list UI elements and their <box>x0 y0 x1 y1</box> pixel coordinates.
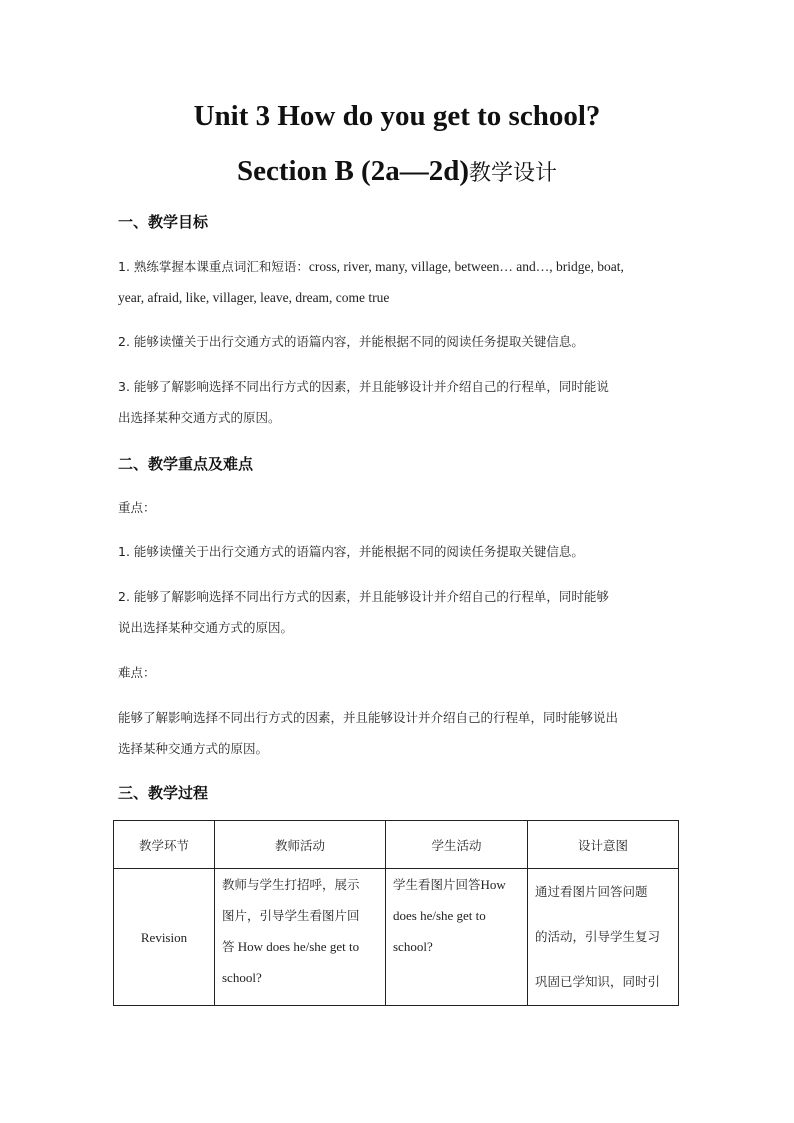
teacher-line-3-en: How does he/she get to <box>234 939 360 954</box>
header-student-activity: 学生活动 <box>386 821 528 869</box>
doc-title-line2-cn: 教学设计 <box>468 161 557 186</box>
objective-1-en-a: cross, river, many, village, between… and…, bridge, boat, <box>308 259 624 274</box>
section2-heading: 二、教学重点及难点 <box>118 455 254 473</box>
difficult-point-line-b: 选择某种交通方式的原因。 <box>118 741 269 756</box>
key-point-2-line-a: 2. 能够了解影响选择不同出行方式的因素，并且能够设计并介绍自己的行程单，同时能够 <box>118 589 609 604</box>
teacher-line-3-cn: 答 <box>222 939 235 954</box>
header-teacher-activity: 教师活动 <box>215 821 386 869</box>
doc-title-line2 <box>0 155 794 188</box>
objective-1-cn: 1. 熟练掌握本课重点词汇和短语： <box>118 259 309 274</box>
cell-design-intent <box>528 869 679 1006</box>
cell-teacher-activity <box>215 869 386 1006</box>
doc-title-line2-en: Section B (2a—2d) <box>236 155 469 187</box>
student-line-1-en: How <box>480 877 506 892</box>
doc-title-line1: Unit 3 How do you get to school? <box>193 100 601 132</box>
intent-line-1: 通过看图片回答问题 <box>535 884 648 899</box>
difficult-points-label: 难点： <box>118 665 156 680</box>
section3-heading: 三、教学过程 <box>118 784 209 802</box>
objective-1 <box>118 251 683 313</box>
header-stage: 教学环节 <box>114 821 215 869</box>
teaching-process-table <box>113 820 679 1006</box>
objective-1-en-b: year, afraid, like, villager, leave, dream, come true <box>118 290 390 305</box>
student-line-2: does he/she get to <box>393 908 486 923</box>
objective-3-line-a: 3. 能够了解影响选择不同出行方式的因素，并且能够设计并介绍自己的行程单，同时能说 <box>118 379 609 394</box>
cell-student-activity <box>386 869 528 1006</box>
teacher-line-1: 教师与学生打招呼，展示 <box>222 877 360 892</box>
objective-3-line-b: 出选择某种交通方式的原因。 <box>118 410 281 425</box>
difficult-point <box>118 702 683 764</box>
student-line-1-cn: 学生看图片回答 <box>393 877 481 892</box>
cell-stage: Revision <box>114 869 215 1006</box>
header-design-intent: 设计意图 <box>528 821 679 869</box>
teacher-line-2: 图片，引导学生看图片回 <box>222 908 360 923</box>
intent-line-2: 的活动，引导学生复习 <box>535 929 661 944</box>
table-row <box>114 869 679 1006</box>
student-line-3: school? <box>393 939 433 954</box>
key-point-1: 1. 能够读懂关于出行交通方式的语篇内容，并能根据不同的阅读任务提取关键信息。 <box>118 544 584 559</box>
objective-3 <box>118 371 683 433</box>
key-points-label: 重点： <box>118 500 156 515</box>
section1-heading: 一、教学目标 <box>118 213 209 231</box>
objective-2: 2. 能够读懂关于出行交通方式的语篇内容，并能根据不同的阅读任务提取关键信息。 <box>118 334 584 349</box>
key-point-2-line-b: 说出选择某种交通方式的原因。 <box>118 620 294 635</box>
intent-line-3: 巩固已学知识，同时引 <box>535 974 661 989</box>
table-header-row <box>114 821 679 869</box>
key-point-2 <box>118 581 683 643</box>
teacher-line-4: school? <box>222 970 262 985</box>
difficult-point-line-a: 能够了解影响选择不同出行方式的因素，并且能够设计并介绍自己的行程单，同时能够说出 <box>118 710 619 725</box>
